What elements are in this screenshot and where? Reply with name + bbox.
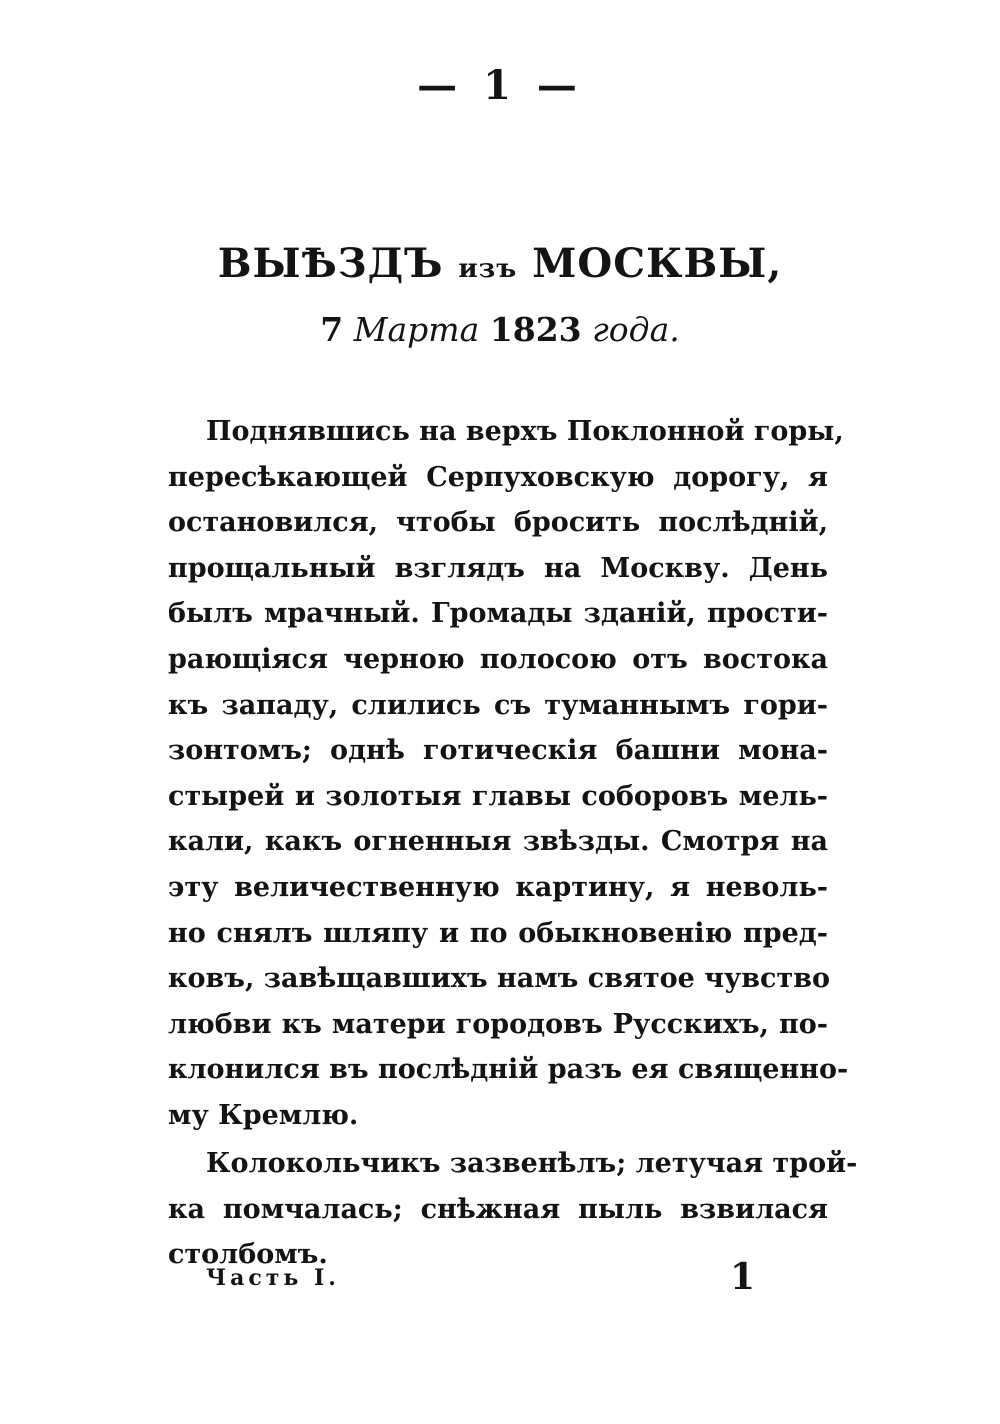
- text-line: пересѣкающей Серпуховскую дорогу, я: [168, 461, 828, 493]
- text-line: кали, какъ огненныя звѣзды. Смотря на: [168, 826, 828, 858]
- sheet-number: 1: [730, 1256, 756, 1298]
- date-year: 1823: [489, 310, 582, 349]
- text-line: ка помчалась; снѣжная пыль взвилася: [168, 1193, 828, 1225]
- text-line: зонтомъ; однѣ готическія башни мона-: [168, 735, 828, 767]
- text-line: эту величественную картину, я неволь-: [168, 871, 828, 903]
- text-line: рающіяся черною полосою отъ востока: [168, 643, 828, 675]
- page-number: — 1 —: [417, 62, 583, 109]
- title-word-departure: ВЫѢЗДЪ: [217, 240, 444, 287]
- text-line: Колокольчикъ зазвенѣлъ; летучая трой-: [206, 1148, 858, 1179]
- text-line: остановился, чтобы бросить послѣдній,: [168, 507, 828, 539]
- date-word: года.: [592, 310, 680, 349]
- text-line: но снялъ шляпу и по обыкновенію пред-: [168, 917, 828, 949]
- text-line: клонился въ послѣдній разъ ея священно-: [168, 1054, 849, 1086]
- text-line: стырей и золотыя главы соборовъ мель-: [168, 780, 828, 812]
- date-month: Марта: [353, 310, 480, 349]
- chapter-title: [0, 240, 1000, 287]
- title-word-moscow: МОСКВЫ,: [532, 240, 783, 287]
- text-line: му Кремлю.: [168, 1099, 359, 1131]
- text-line: любви къ матери городовъ Русскихъ, по-: [168, 1008, 828, 1040]
- date-day: 7: [320, 310, 344, 349]
- signature-mark: Часть I.: [206, 1265, 340, 1291]
- text-line: былъ мрачный. Громады зданій, прости-: [168, 598, 828, 630]
- text-line: прощальный взглядъ на Москву. День: [168, 552, 828, 584]
- paragraph-2: [168, 1141, 858, 1278]
- text-line: Поднявшись на верхъ Поклонной горы,: [206, 416, 844, 447]
- paragraph-1: [168, 409, 849, 1139]
- text-line: ковъ, завѣщавшихъ намъ святое чувство: [168, 963, 831, 995]
- text-line: столбомъ.: [168, 1239, 328, 1271]
- text-line: къ западу, слились съ туманнымъ гори-: [168, 689, 828, 721]
- title-word-from: изъ: [458, 254, 518, 284]
- chapter-date: [0, 310, 1000, 349]
